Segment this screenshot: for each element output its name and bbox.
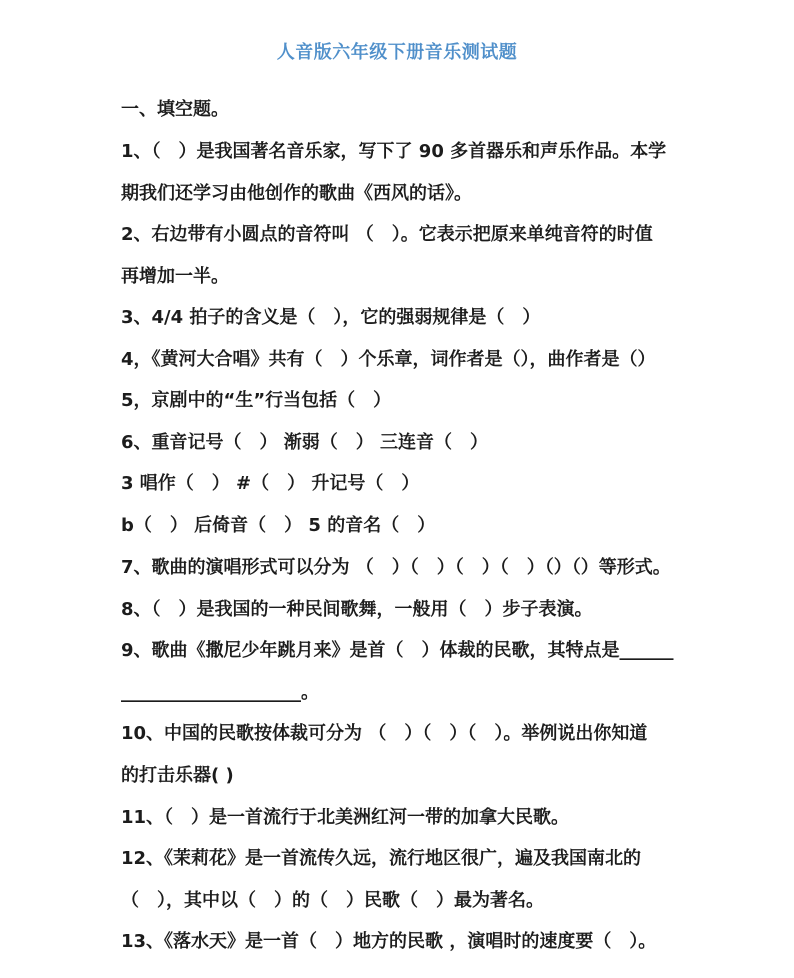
question-line: 9、歌曲《撒尼少年跳月来》是首（ ）体裁的民歌，其特点是______	[121, 640, 674, 661]
question-line: ____________________。	[121, 682, 319, 703]
question-line: 5，京剧中的“生”行当包括（ ）	[121, 390, 392, 411]
question-line: 7、歌曲的演唱形式可以分为 （ ）（ ）（ ）（ ）（）（）等形式。	[121, 557, 671, 578]
question-line: （ ），其中以（ ）的（ ）民歌（ ）最为著名。	[121, 890, 544, 911]
question-line: 12、《茉莉花》是一首流传久远，流行地区很广，遍及我国南北的	[121, 848, 642, 869]
question-line: 2、右边带有小圆点的音符叫 （ ）。它表示把原来单纯音符的时值	[121, 224, 653, 245]
question-line: 11、（ ）是一首流行于北美洲红河一带的加拿大民歌。	[121, 807, 570, 828]
question-line: 1、（ ）是我国著名音乐家，写下了 90 多首器乐和声乐作品。本学	[121, 141, 667, 162]
question-line: 13、《落水天》是一首（ ）地方的民歌 ，演唱时的速度要（ ）。	[121, 931, 657, 952]
question-line: 期我们还学习由他创作的歌曲《西风的话》。	[121, 183, 472, 204]
section-heading: 一、填空题。	[121, 99, 229, 120]
question-line: 4，《黄河大合唱》共有（ ）个乐章，词作者是（），曲作者是（）	[121, 349, 656, 370]
document-title: 人音版六年级下册音乐测试题	[276, 42, 518, 63]
question-line: 3 唱作（ ） #（ ） 升记号（ ）	[121, 473, 420, 494]
question-line: 10、中国的民歌按体裁可分为 （ ）（ ）（ ）。举例说出你知道	[121, 723, 648, 744]
question-line: 6、重音记号（ ） 渐弱（ ） 三连音（ ）	[121, 432, 489, 453]
question-line: 再增加一半。	[121, 266, 229, 287]
question-line: 的打击乐器( )	[121, 765, 234, 786]
question-line: 3、4/4 拍子的含义是（ ），它的强弱规律是（ ）	[121, 307, 541, 328]
question-line: 8、（ ）是我国的一种民间歌舞，一般用（ ）步子表演。	[121, 599, 593, 620]
question-line: b（ ） 后倚音（ ） 5 的音名（ ）	[121, 515, 436, 536]
